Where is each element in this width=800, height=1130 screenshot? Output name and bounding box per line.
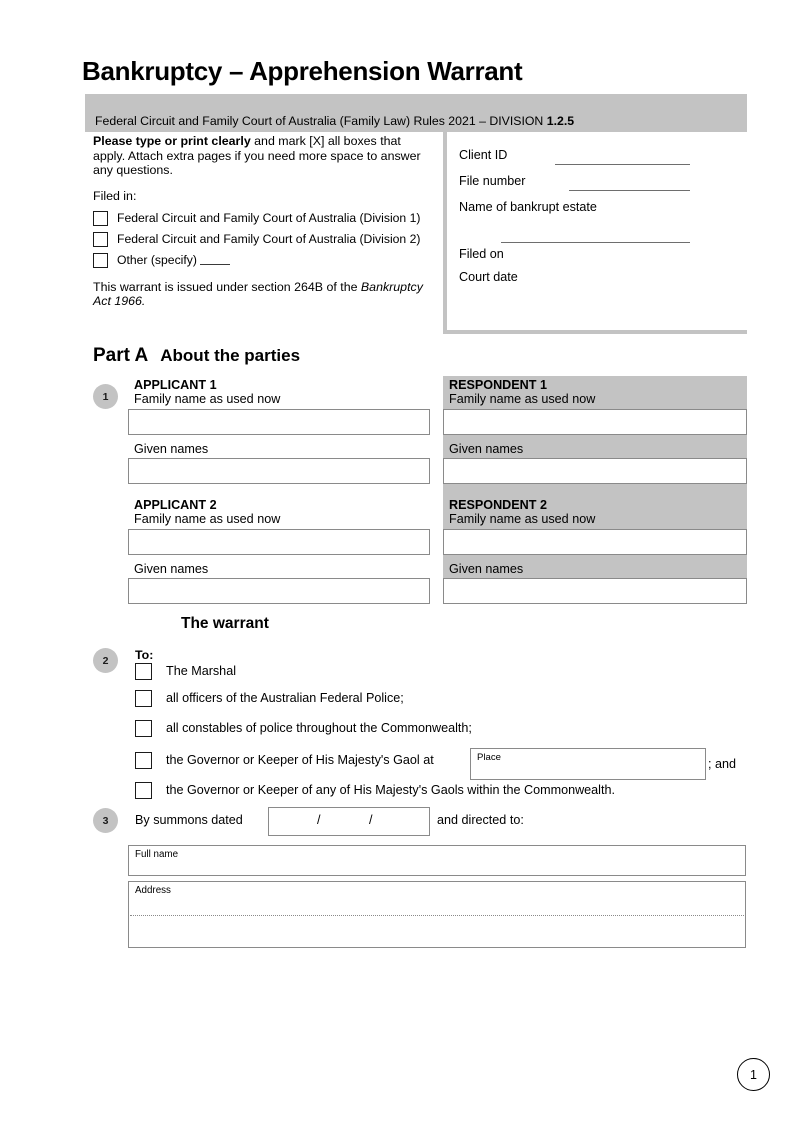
part-a-heading	[93, 345, 300, 367]
applicant-1-given-label: Given names	[134, 441, 209, 456]
applicant-2-given-input[interactable]	[128, 578, 430, 604]
filed-in-other-text: Other (specify)	[117, 252, 197, 267]
place-input[interactable]	[470, 748, 706, 780]
place-trailing-text: ; and	[708, 757, 737, 771]
warrant-recipients-list	[135, 662, 755, 808]
file-number-input[interactable]	[569, 190, 690, 191]
checkbox-icon[interactable]	[93, 211, 108, 226]
warrant-section-heading: The warrant	[181, 615, 269, 632]
respondent-1-family-input[interactable]	[443, 409, 747, 435]
recipient-label: all officers of the Australian Federal Police;	[166, 691, 404, 705]
instructions-paragraph	[93, 134, 431, 178]
checkbox-icon[interactable]	[93, 253, 108, 268]
authority-note-plain: This warrant is issued under section 264B of the	[93, 279, 361, 294]
recipient-option-marshal[interactable]	[135, 662, 755, 680]
client-id-input[interactable]	[555, 164, 690, 165]
question-marker-1: 1	[93, 384, 118, 409]
recipient-option-constables[interactable]	[135, 719, 755, 737]
recipient-label: The Marshal	[166, 664, 236, 678]
applicant-2-title: APPLICANT 2	[134, 498, 217, 512]
filed-on-label: Filed on	[459, 247, 504, 261]
checkbox-icon[interactable]	[93, 232, 108, 247]
applicant-2-family-label: Family name as used now	[134, 512, 281, 526]
date-separator-1: /	[317, 813, 321, 827]
instructions-panel	[93, 134, 431, 309]
recipient-label: the Governor or Keeper of His Majesty's Gaol at	[166, 753, 434, 767]
to-label: To:	[135, 648, 154, 662]
filed-in-option-division-2[interactable]	[93, 231, 431, 247]
division-number: 1.2.5	[546, 114, 575, 128]
part-a-title: About the parties	[160, 346, 301, 365]
respondent-2-given-label: Given names	[449, 561, 524, 576]
instructions-bold-lead: Please type or print clearly	[93, 134, 251, 148]
checkbox-icon[interactable]	[135, 663, 152, 680]
file-number-label: File number	[459, 174, 526, 188]
court-date-label: Court date	[459, 270, 518, 284]
checkbox-icon[interactable]	[135, 752, 152, 769]
checkbox-icon[interactable]	[135, 690, 152, 707]
address-input[interactable]	[128, 881, 746, 948]
filed-in-option-division-1[interactable]	[93, 210, 431, 226]
court-details-box	[443, 131, 747, 334]
rules-text: Federal Circuit and Family Court of Australia (Family Law) Rules 2021 – DIVISION	[95, 114, 547, 128]
address-label: Address	[135, 885, 171, 896]
place-label: Place	[477, 752, 501, 763]
respondent-1-given-label: Given names	[449, 441, 524, 456]
spacer	[128, 484, 430, 498]
checkbox-icon[interactable]	[135, 782, 152, 799]
division-bar	[85, 94, 747, 132]
full-name-input[interactable]	[128, 845, 746, 876]
address-row-divider	[130, 915, 744, 916]
respondents-column	[443, 376, 747, 604]
authority-note-act: Bankruptcy Act 1966.	[93, 279, 423, 309]
question-marker-3: 3	[93, 808, 118, 833]
applicant-1-family-input[interactable]	[128, 409, 430, 435]
checkbox-icon[interactable]	[135, 720, 152, 737]
client-id-label: Client ID	[459, 148, 508, 162]
bankrupt-estate-label: Name of bankrupt estate	[459, 200, 597, 214]
page-title: Bankruptcy – Apprehension Warrant	[82, 56, 523, 86]
page-number-badge: 1	[737, 1058, 770, 1091]
respondent-1-title: RESPONDENT 1	[449, 378, 547, 392]
applicant-1-given-input[interactable]	[128, 458, 430, 484]
respondent-2-title: RESPONDENT 2	[449, 498, 547, 512]
filed-in-label: Filed in:	[93, 188, 137, 203]
other-specify-blank[interactable]	[200, 254, 230, 265]
spacer	[128, 435, 430, 442]
respondent-1-given-input[interactable]	[443, 458, 747, 484]
applicant-1-title: APPLICANT 1	[134, 378, 217, 392]
full-name-label: Full name	[135, 849, 179, 860]
filed-in-option-label: Federal Circuit and Family Court of Australia (Division 2)	[117, 231, 421, 246]
applicant-1-family-label: Family name as used now	[134, 392, 281, 406]
applicants-column	[128, 378, 430, 604]
respondent-1-family-label: Family name as used now	[449, 392, 596, 406]
summons-date-input[interactable]	[268, 807, 430, 836]
filed-in-option-other[interactable]	[93, 252, 431, 268]
respondent-2-family-label: Family name as used now	[449, 512, 596, 526]
part-a-label: Part A	[93, 345, 149, 366]
spacer	[443, 435, 747, 442]
applicant-2-family-input[interactable]	[128, 529, 430, 555]
summons-dated-label: By summons dated	[135, 813, 243, 827]
filed-in-option-label: Federal Circuit and Family Court of Australia (Division 1)	[117, 210, 421, 225]
recipient-label: all constables of police throughout the Commonwealth;	[166, 721, 472, 735]
respondent-2-family-input[interactable]	[443, 529, 747, 555]
instructions-rest: and mark [X] all boxes that apply. Attach extra pages if you need more space to answer any questions.	[93, 134, 421, 178]
applicant-2-given-label: Given names	[134, 561, 209, 576]
question-marker-2: 2	[93, 648, 118, 673]
recipient-label: the Governor or Keeper of any of His Majesty's Gaols within the Commonwealth.	[166, 783, 615, 797]
warrant-authority-note	[93, 280, 431, 309]
filed-in-option-label	[117, 252, 230, 268]
respondent-2-given-input[interactable]	[443, 578, 747, 604]
recipient-option-any-gaols[interactable]	[135, 781, 755, 799]
directed-to-label: and directed to:	[437, 813, 524, 827]
spacer	[128, 555, 430, 562]
spacer	[443, 484, 747, 498]
date-separator-2: /	[369, 813, 373, 827]
division-bar-text	[95, 114, 574, 128]
spacer	[443, 555, 747, 562]
bankrupt-estate-input[interactable]	[501, 242, 690, 243]
recipient-option-afp[interactable]	[135, 689, 755, 707]
